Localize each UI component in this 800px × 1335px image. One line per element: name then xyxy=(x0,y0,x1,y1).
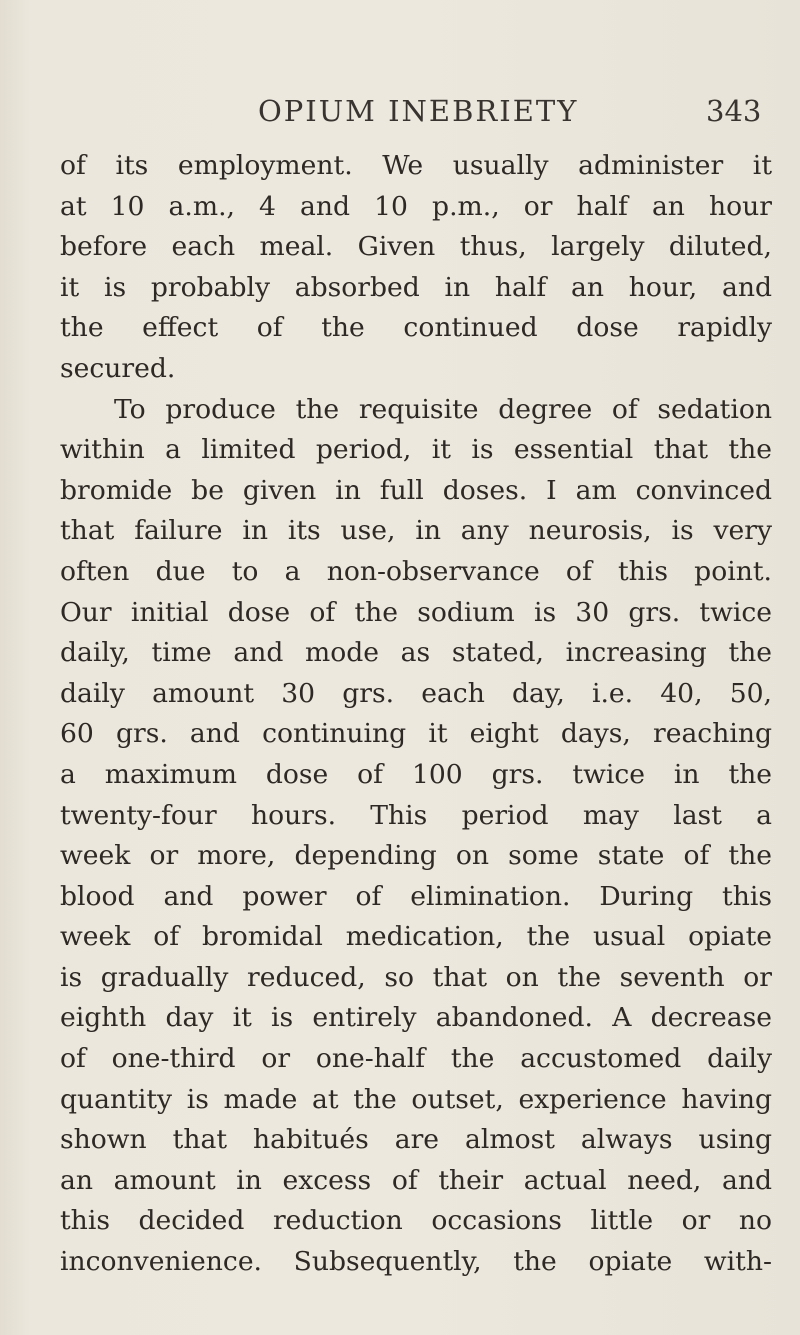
text-line: week of bromidal medication, the usual opiate xyxy=(60,921,772,953)
text-line: of one-third or one-half the accustomed daily xyxy=(60,1043,772,1075)
body-text xyxy=(60,146,772,1283)
text-line: this decided reduction occasions little or no xyxy=(60,1205,772,1237)
text-line: quantity is made at the outset, experience having xyxy=(60,1083,772,1115)
text-line: often due to a non-observance of this point. xyxy=(60,555,772,587)
text-line: shown that habitués are almost always using xyxy=(60,1124,772,1156)
text-line: the effect of the continued dose rapidly xyxy=(60,312,772,344)
text-line: Our initial dose of the sodium is 30 grs. twice xyxy=(60,596,772,628)
page-number: 343 xyxy=(706,94,762,128)
text-line: that failure in its use, in any neurosis, is very xyxy=(60,515,772,547)
running-title: OPIUM INEBRIETY xyxy=(258,94,579,128)
text-line: daily, time and mode as stated, increasing the xyxy=(60,637,772,669)
text-line: is gradually reduced, so that on the seventh or xyxy=(60,961,772,993)
text-line: bromide be given in full doses. I am convinced xyxy=(60,474,772,506)
text-line: at 10 a.m., 4 and 10 p.m., or half an hour xyxy=(60,190,772,222)
text-line: an amount in excess of their actual need, and xyxy=(60,1164,772,1196)
paragraph-first-line: To produce the requisite degree of sedation xyxy=(114,393,772,425)
text-line: before each meal. Given thus, largely diluted, xyxy=(60,231,772,263)
text-line: secured. xyxy=(60,352,176,384)
text-line: within a limited period, it is essential that the xyxy=(60,434,772,466)
text-line: twenty-four hours. This period may last a xyxy=(60,799,772,831)
text-line: 60 grs. and continuing it eight days, reaching xyxy=(60,718,772,750)
text-line: it is probably absorbed in half an hour, and xyxy=(60,271,772,303)
text-line: week or more, depending on some state of the xyxy=(60,840,772,872)
text-line: daily amount 30 grs. each day, i.e. 40, 50, xyxy=(60,677,772,709)
text-line: of its employment. We usually administer it xyxy=(60,150,772,181)
text-line: inconvenience. Subsequently, the opiate with- xyxy=(60,1246,772,1278)
text-line: eighth day it is entirely abandoned. A decrease xyxy=(60,1002,772,1034)
text-line: a maximum dose of 100 grs. twice in the xyxy=(60,758,772,790)
page-header xyxy=(258,94,762,128)
text-line: blood and power of elimination. During this xyxy=(60,880,772,912)
